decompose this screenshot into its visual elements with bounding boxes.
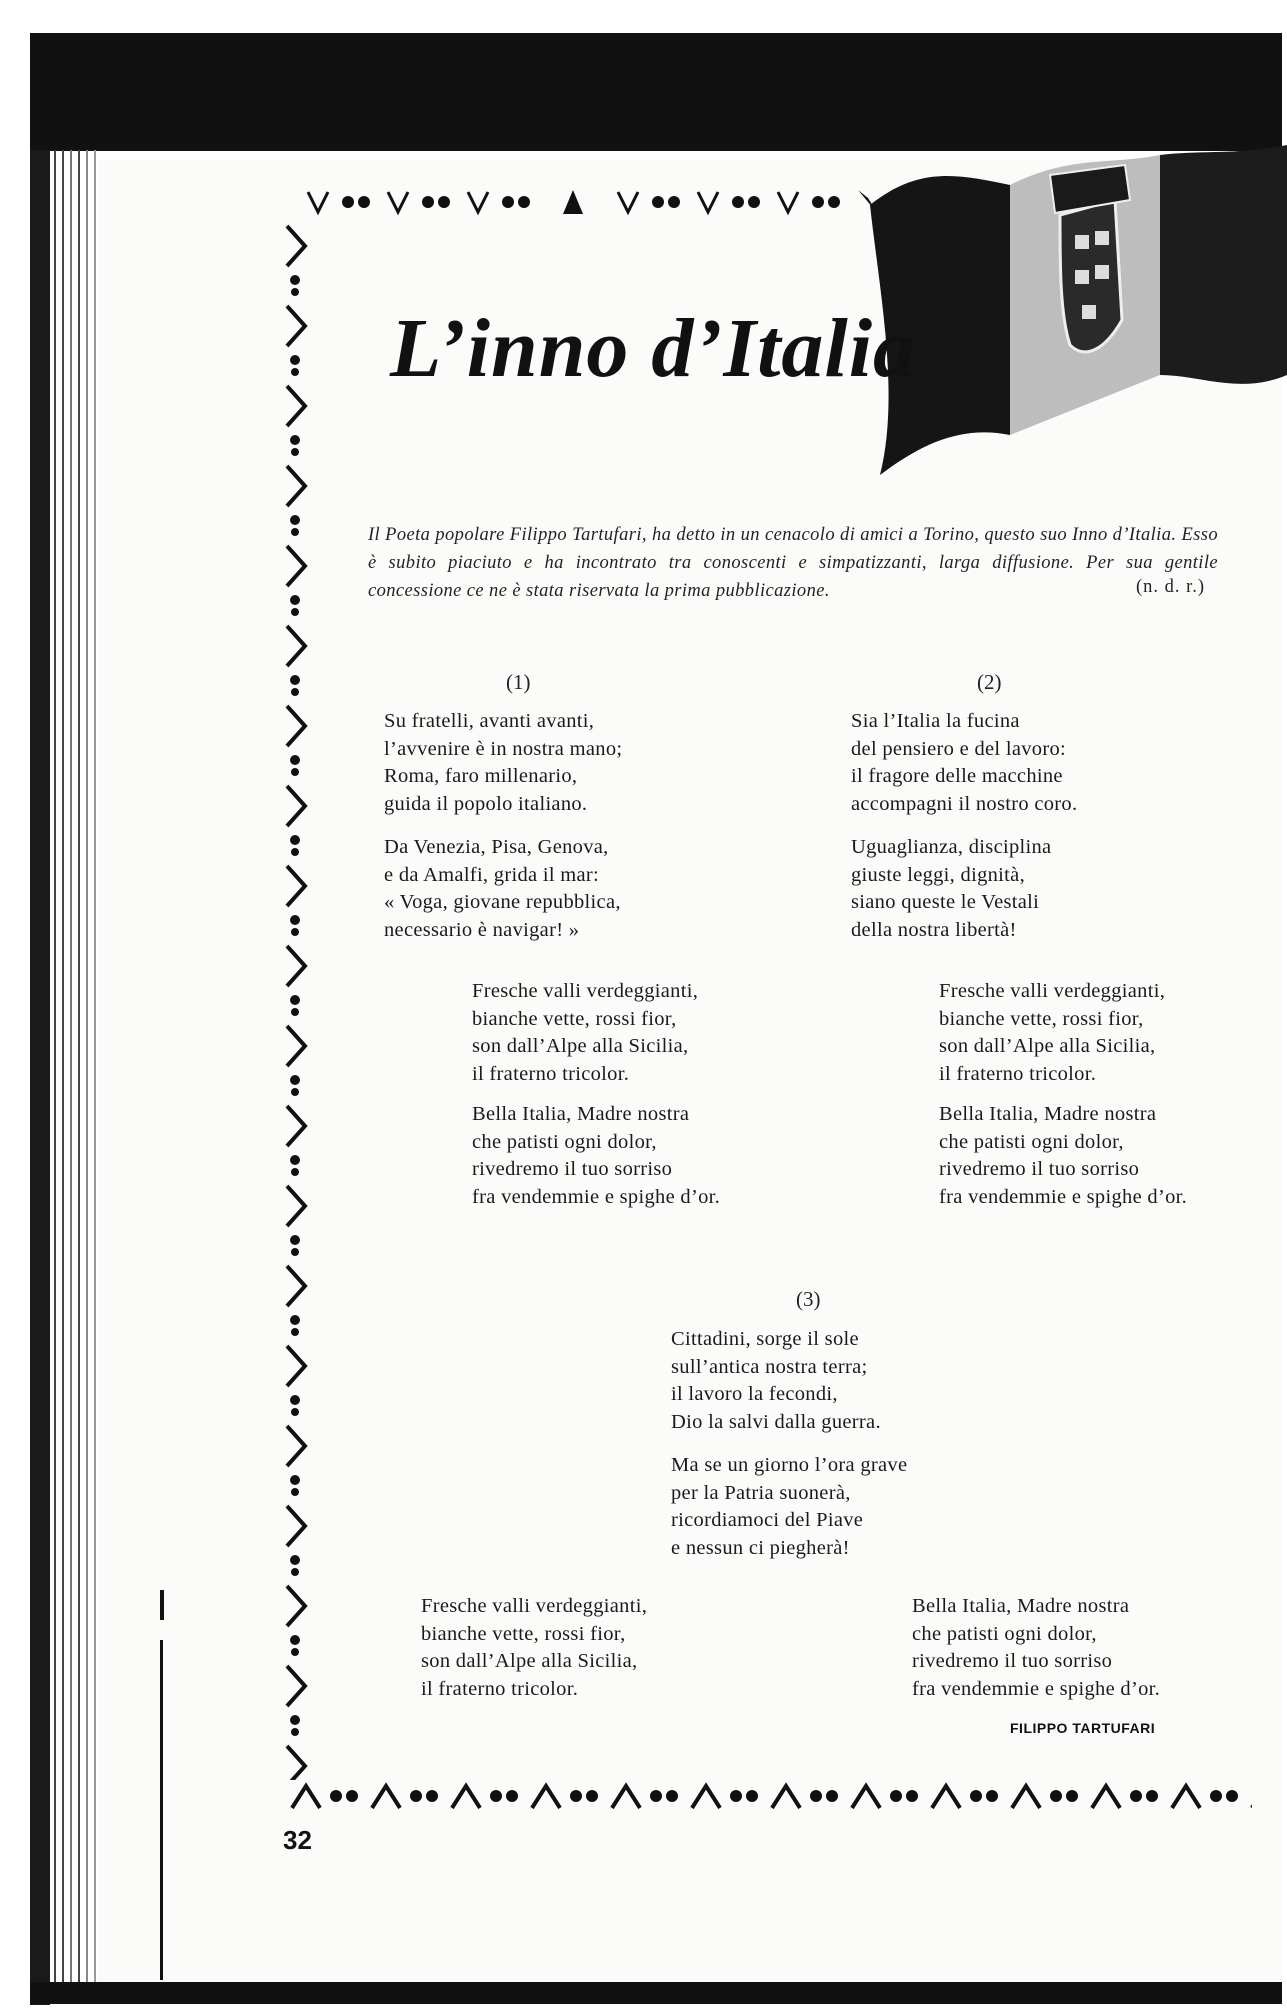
stanza-3-verse-b: Ma se un giorno l’ora grave per la Patria suonerà, ricordiamoci del Piave e nessun ci piegherà! bbox=[671, 1454, 908, 1559]
stanza-3-verse-a: Cittadini, sorge il sole sull’antica nostra terra; il lavoro la fecondi, Dio la salvi dalla guerra. bbox=[671, 1328, 881, 1433]
stanza-1-verse-a: Su fratelli, avanti avanti, l’avvenire è in nostra mano; Roma, faro millenario, guida il popolo italiano. bbox=[384, 710, 623, 815]
stanza-2-refrain-a: Fresche valli verdeggianti, bianche vette, rossi fior, son dall’Alpe alla Sicilia, il fraterno tricolor. bbox=[939, 980, 1166, 1085]
bottom-ornament-border bbox=[286, 1780, 1252, 1812]
photo-bottom-shadow bbox=[30, 1982, 1282, 2004]
section-number-2: (2) bbox=[977, 670, 1002, 694]
photo-left-shadow bbox=[30, 150, 50, 2005]
author-signature: FILIPPO TARTUFARI bbox=[1010, 1720, 1156, 1736]
stanza-3-refrain-b: Bella Italia, Madre nostra che patisti ogni dolor, rivedremo il tuo sorriso fra vendemmie e spighe d’or. bbox=[912, 1595, 1161, 1700]
stanza-1-refrain-b: Bella Italia, Madre nostra che patisti ogni dolor, rivedremo il tuo sorriso fra vendemmie e spighe d’or. bbox=[472, 1103, 721, 1208]
stanza-2-verse-b: Uguaglianza, disciplina giuste leggi, dignità, siano queste le Vestali della nostra libertà! bbox=[851, 836, 1052, 941]
editorial-intro: Il Poeta popolare Filippo Tartufari, ha detto in un cenacolo di amici a Torino, questo suo Inno d’Italia. Esso è subito piaciuto e ha incontrato tra conoscenti e simpatizzanti, larga diffusione. Per sua gentile concessione ce ne è stata riservata la prima pubblicazione. bbox=[368, 525, 1218, 601]
section-number-3: (3) bbox=[796, 1287, 821, 1311]
photo-top-shadow bbox=[30, 33, 1282, 151]
stanza-1-refrain-a: Fresche valli verdeggianti, bianche vette, rossi fior, son dall’Alpe alla Sicilia, il fraterno tricolor. bbox=[472, 980, 699, 1085]
section-number-1: (1) bbox=[506, 670, 531, 694]
editor-note-signature: (n. d. r.) bbox=[1136, 577, 1206, 597]
stanza-2-refrain-b: Bella Italia, Madre nostra che patisti ogni dolor, rivedremo il tuo sorriso fra vendemmie e spighe d’or. bbox=[939, 1103, 1188, 1208]
italian-flag-illustration bbox=[860, 145, 1287, 505]
left-ornament-border bbox=[283, 218, 311, 1780]
page-number: 32 bbox=[283, 1825, 312, 1855]
spine-mark bbox=[160, 1590, 164, 1620]
page-title: L’inno d’Italia bbox=[390, 302, 917, 395]
spine-mark bbox=[160, 1640, 163, 1980]
stanza-3-refrain-a: Fresche valli verdeggianti, bianche vette, rossi fior, son dall’Alpe alla Sicilia, il fraterno tricolor. bbox=[421, 1595, 648, 1700]
stanza-1-verse-b: Da Venezia, Pisa, Genova, e da Amalfi, grida il mar: « Voga, giovane repubblica, necessario è navigar! » bbox=[384, 836, 621, 941]
top-ornament-border bbox=[288, 188, 888, 216]
book-page-edges bbox=[50, 150, 98, 1982]
stanza-2-verse-a: Sia l’Italia la fucina del pensiero e del lavoro: il fragore delle macchine accompagni il nostro coro. bbox=[851, 710, 1078, 815]
